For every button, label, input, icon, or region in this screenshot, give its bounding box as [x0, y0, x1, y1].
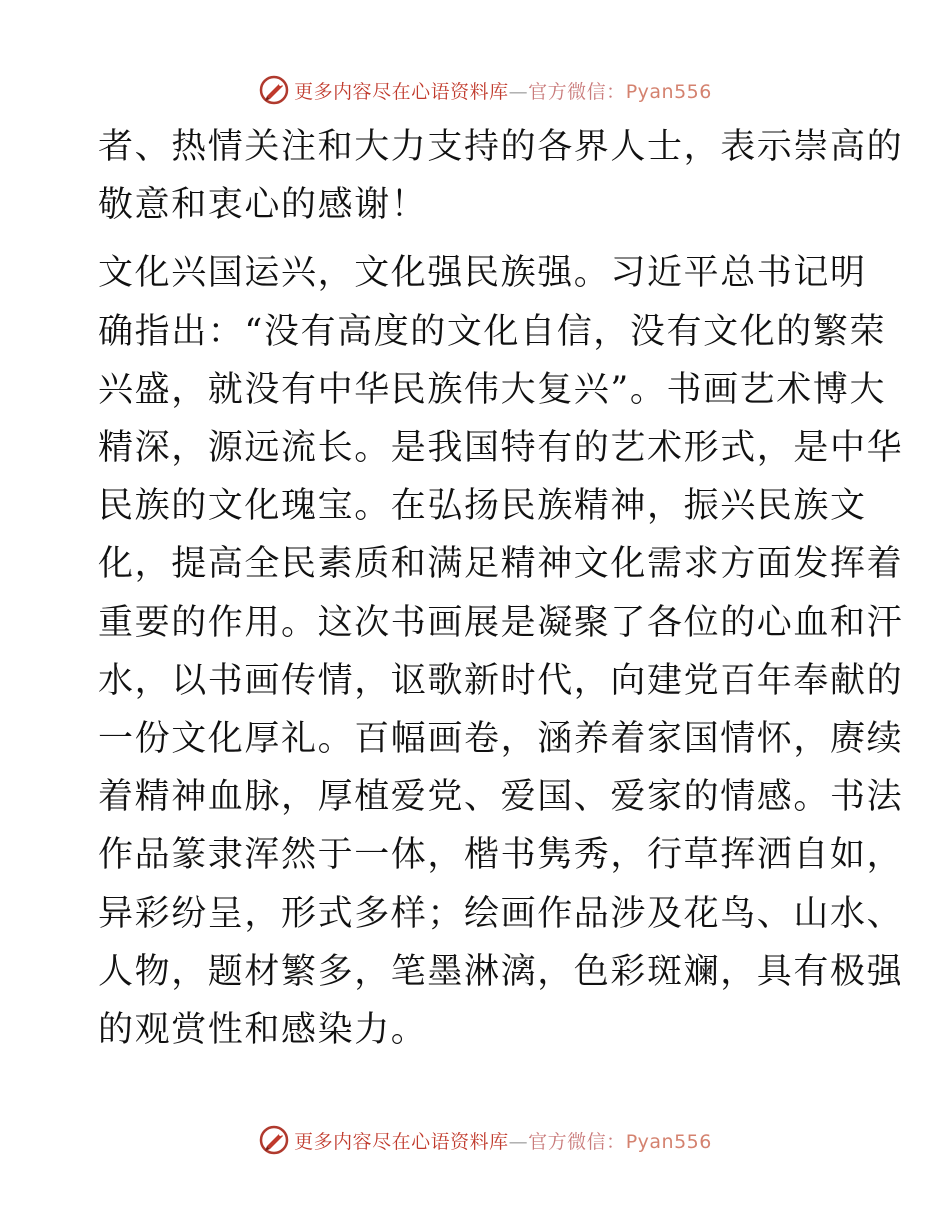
paragraph-2: [98, 244, 904, 1059]
text-line: 者、热情关注和大力支持的各界人士，表示崇高的: [98, 127, 904, 167]
text-line: 一份文化厚礼。百幅画卷，涵养着家国情怀，赓续: [98, 719, 904, 760]
header-banner-wechat-id: Pyan556: [625, 80, 712, 103]
footer-banner-text: [294, 1127, 712, 1154]
text-line: 着精神血脉，厚植爱党、爱国、爱家的情感。书法: [98, 777, 904, 818]
header-banner-main: 更多内容尽在心语资料库: [294, 80, 509, 103]
text-line: 民族的文化瑰宝。在弘扬民族精神，振兴民族文: [98, 486, 867, 527]
text-line: 敬意和衷心的感谢！: [98, 185, 428, 226]
pen-logo-icon: [258, 74, 290, 106]
paragraph-1: [98, 118, 904, 234]
header-banner: [0, 70, 950, 110]
document-body: [98, 118, 904, 1059]
footer-banner-main: 更多内容尽在心语资料库: [294, 1130, 509, 1153]
text-line: 的观赏性和感染力。: [98, 1010, 428, 1051]
text-line: 异彩纷呈，形式多样；绘画作品涉及花鸟、山水、: [98, 893, 904, 934]
header-banner-wechat-label: 官方微信：: [528, 80, 626, 103]
text-line: 确指出：“没有高度的文化自信，没有文化的繁荣: [98, 311, 887, 352]
text-line: 作品篆隶浑然于一体，楷书隽秀，行草挥洒自如，: [98, 835, 904, 876]
pen-logo-icon: [258, 1124, 290, 1156]
text-line: 水，以书画传情，讴歌新时代，向建党百年奉献的: [98, 660, 904, 701]
header-banner-dash: —: [508, 80, 529, 103]
text-line: 化，提高全民素质和满足精神文化需求方面发挥着: [98, 544, 904, 585]
footer-banner-dash: —: [508, 1130, 529, 1153]
text-line: 精深，源远流长。是我国特有的艺术形式，是中华: [98, 428, 904, 469]
header-banner-text: [294, 77, 712, 104]
text-line: 兴盛，就没有中华民族伟大复兴”。书画艺术博大: [98, 369, 887, 410]
header-banner-inner: [258, 74, 712, 106]
footer-banner: [0, 1120, 950, 1160]
text-line: 重要的作用。这次书画展是凝聚了各位的心血和汗: [98, 602, 904, 643]
text-line: 人物，题材繁多，笔墨淋漓，色彩斑斓，具有极强: [98, 951, 904, 992]
footer-banner-wechat-label: 官方微信：: [528, 1130, 626, 1153]
footer-banner-inner: [258, 1124, 712, 1156]
text-line: 文化兴国运兴，文化强民族强。习近平总书记明: [98, 253, 867, 294]
footer-banner-wechat-id: Pyan556: [625, 1130, 712, 1153]
